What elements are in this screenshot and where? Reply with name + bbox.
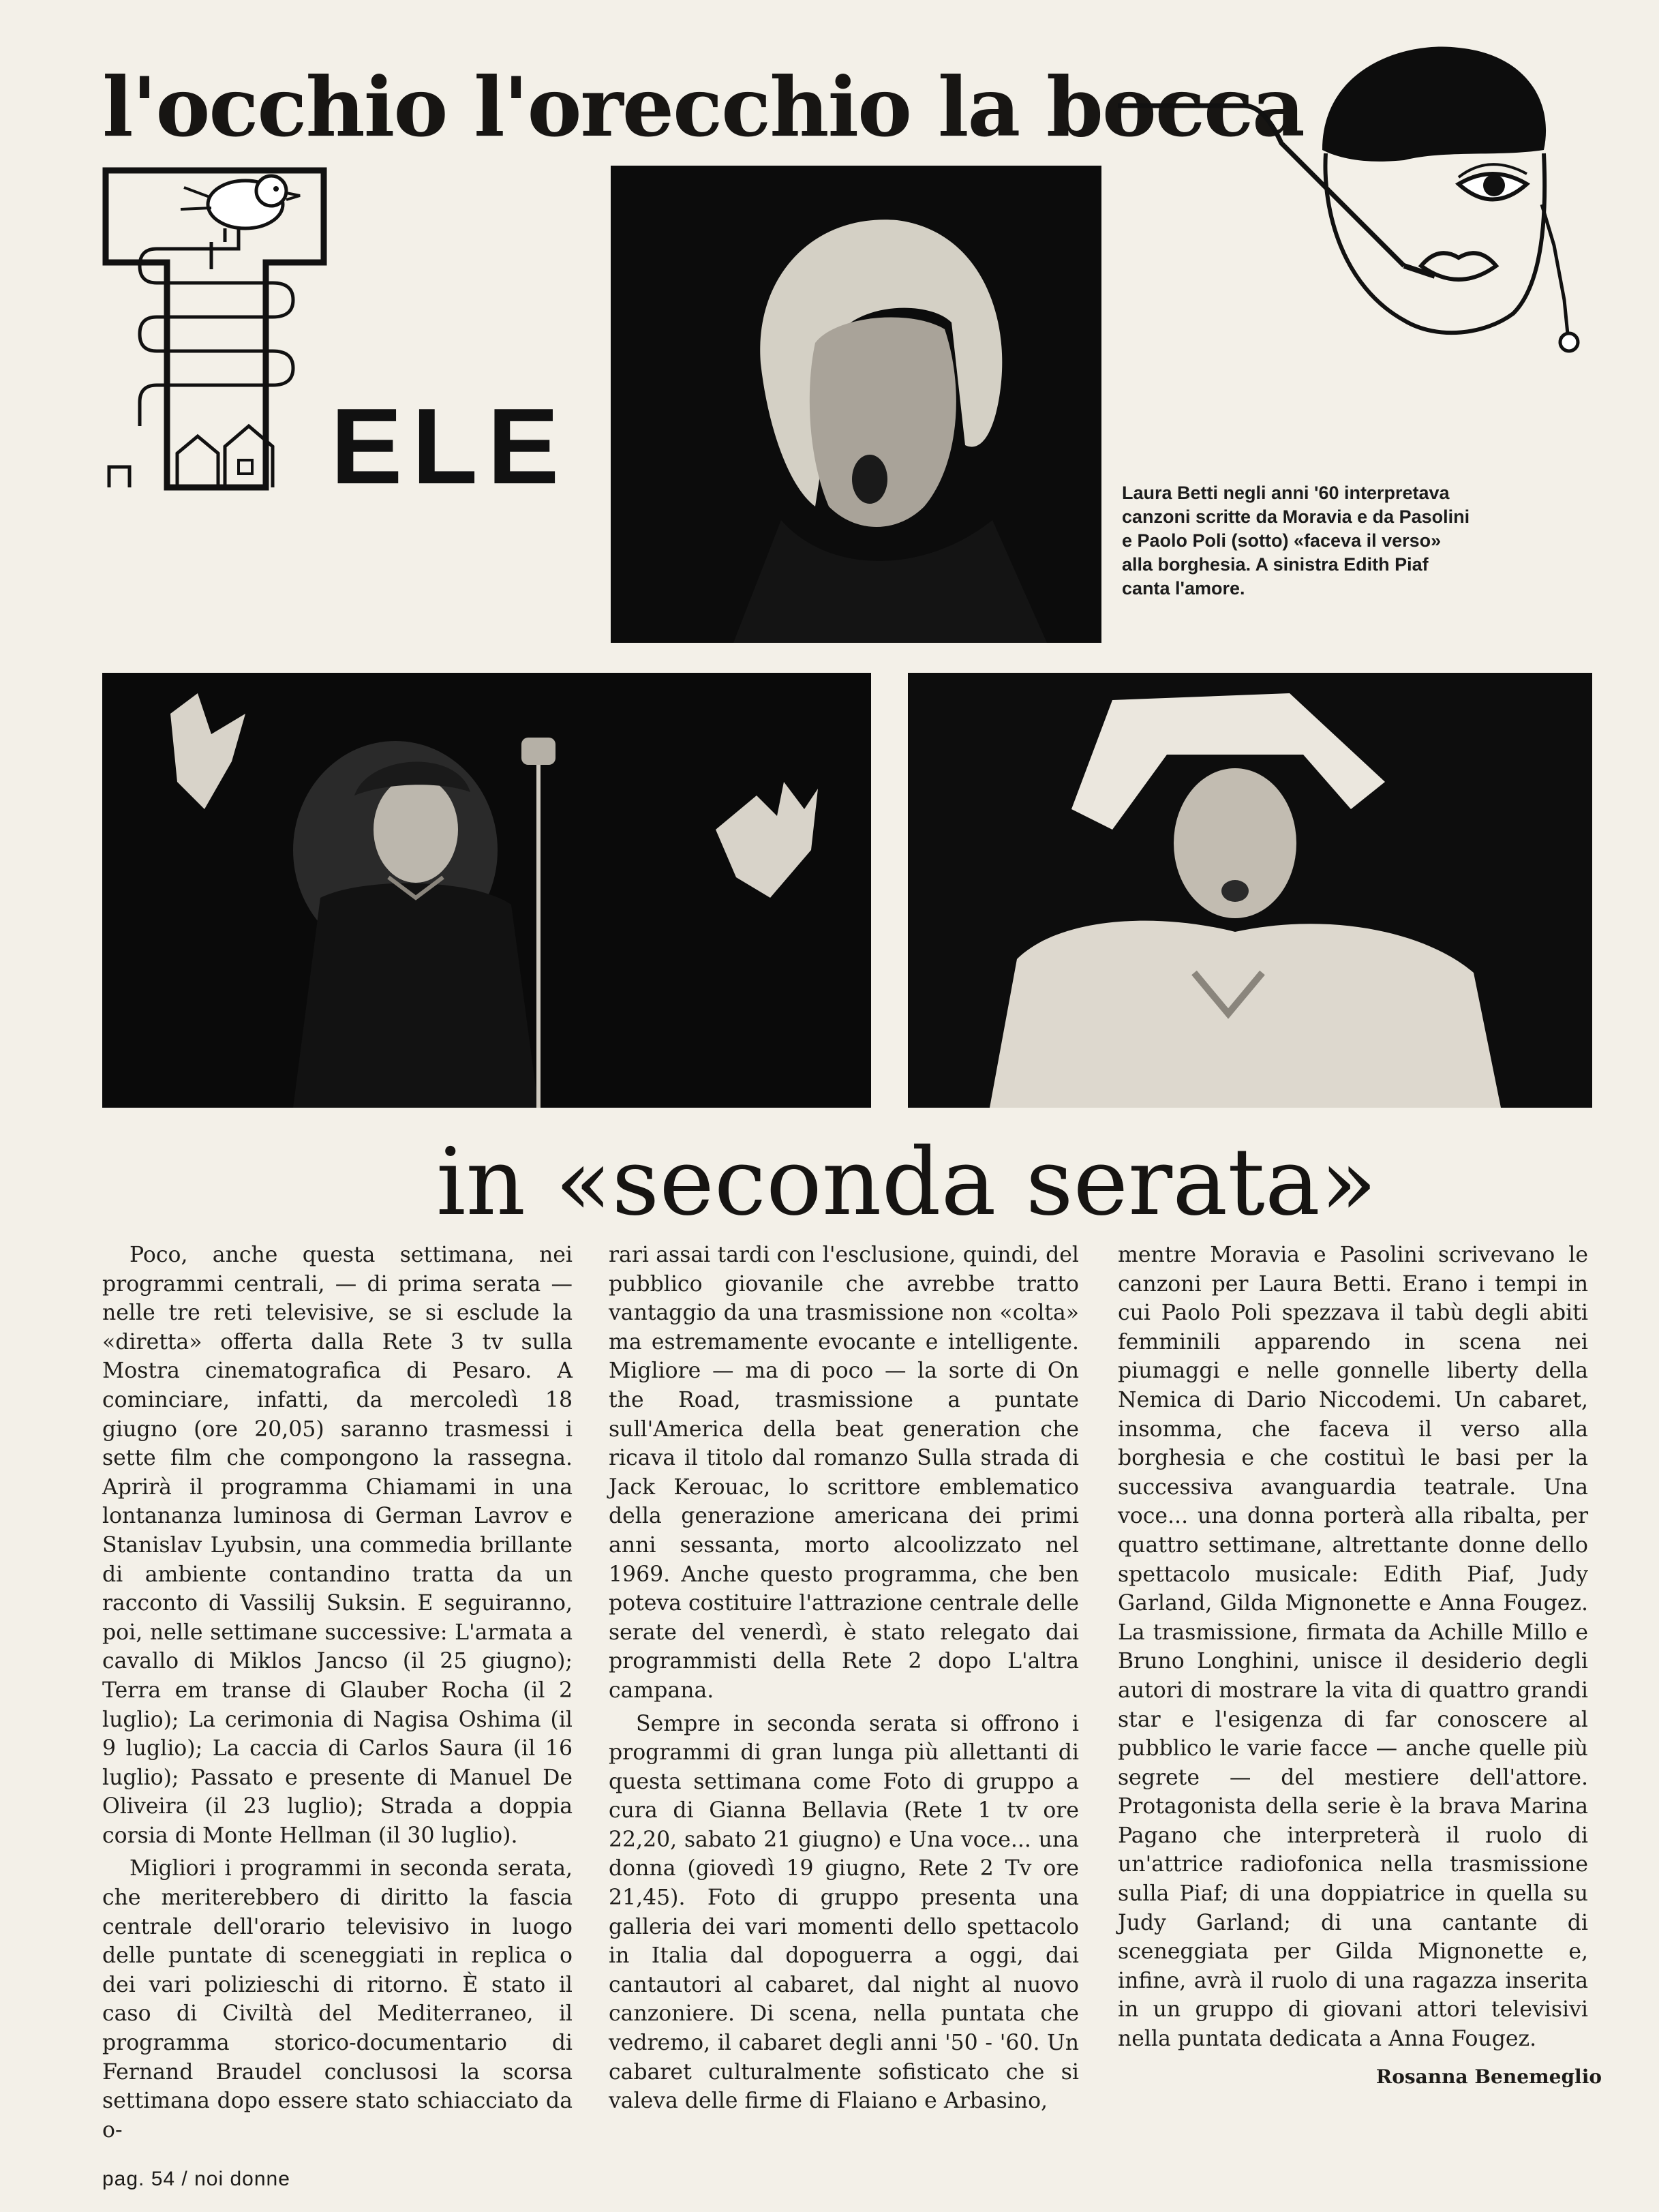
photo-laura-betti xyxy=(611,166,1101,643)
paragraph: Migliori i programmi in seconda serata, che meriterebbero di diritto la fascia centrale dell'orario televisivo in luogo delle puntate di sceneggiati in replica o dei vari polizieschi di ritorno. È stato il caso di Civiltà del Mediterraneo, il programma storico-documentario di Fernand Braudel conclusosi la scorsa settimana dopo essere stato schiacciato da o- xyxy=(102,1856,573,2142)
masthead-title: l'occhio l'orecchio la bocca xyxy=(102,59,1304,155)
letter-t-icon xyxy=(102,167,327,494)
paperclip-icon xyxy=(140,228,293,426)
byline: Rosanna Benemeglio xyxy=(1375,2065,1602,2088)
paragraph: rari assai tardi con l'esclusione, quindi, del pubblico giovanile che avrebbe tratto vantaggio da una trasmissione non «colta» ma estremamente evocante e intelligente. Migliore — ma di poco — la sorte di On the Road, trasmissione a puntate sull'America della beat generation che ricava il titolo dal romanzo Sulla strada di Jack Kerouac, lo scrittore emblematico della generazione americana dei primi anni sessanta, morto alcoolizzato nel 1969. Anche questo programma, che ben poteva costituire l'attrazione centrale delle serate del venerdì, è stato relegato dai programmisti della Rete 2 dopo L'altra campana. xyxy=(609,1243,1079,1703)
cap-shape xyxy=(1322,47,1546,162)
tele-logo xyxy=(102,167,579,506)
bird-icon xyxy=(181,176,300,228)
paragraph: Poco, anche questa settimana, nei programmi centrali, — di prima serata — nelle tre reti televisive, se si esclude la «diretta» offerta dalla Rete 3 tv sulla Mostra cinematografica di Pesaro. A cominciare, infatti, da mercoledì 18 giugno (ore 20,05) saranno trasmessi i sette film che compongono la rassegna. Aprirà il programma Chiamami in una lontananza luminosa di German Lavrov e Stanislav Lyubsin, una commedia brillante di ambiente contandino tratta da un racconto di Vassilij Suksin. E seguiranno, poi, nelle settimane successive: L'armata a cavallo di Miklos Jancso (il 25 giugno); Terra em transe di Glauber Rocha (il 2 luglio); La cerimonia di Nagisa Oshima (il 9 luglio); La caccia di Carlos Saura (il 16 luglio); Passato e presente di Manuel De Oliveira (il 23 luglio); Strada a doppia corsia di Monte Hellman (il 30 luglio). xyxy=(102,1243,573,1848)
article-headline: in «seconda serata» xyxy=(436,1129,1378,1237)
article-column-3 xyxy=(1118,1241,1588,2054)
eye-icon xyxy=(1459,164,1527,199)
paragraph: Sempre in seconda serata si offrono i programmi di gran lunga più allettanti di questa settimana come Foto di gruppo a cura di Gianna Bellavia (Rete 1 tv ore 22,20, sabato 21 giugno) e Una voce... una donna (giovedì 19 giugno, Rete 2 Tv ore 21,45). Foto di gruppo presenta una galleria dei vari momenti dello spettacolo in Italia dal dopoguerra a oggi, dai cantautori al cabaret, dal night al nuovo canzoniere. Di scena, nella puntata che vedremo, il cabaret degli anni '50 - '60. Un cabaret culturalmente sofisticato che si valeva delle firme di Flaiano e Arbasino, xyxy=(609,1711,1079,2114)
page-folio: pag. 54 / noi donne xyxy=(102,2168,290,2190)
article-column-2 xyxy=(609,1241,1079,2116)
houses-icon xyxy=(109,426,273,487)
earring-icon xyxy=(1560,333,1578,351)
tele-logo-word: ELE xyxy=(331,387,569,506)
paragraph: mentre Moravia e Pasolini scrivevano le canzoni per Laura Betti. Erano i tempi in cui Paolo Poli spezzava il tabù degli abiti femminili apparendo in scena nei piumaggi e nelle gonnelle liberty della Nemica di Dario Niccodemi. Un cabaret, insomma, che faceva il verso alla borghesia e che costituì le basi per la successiva avanguardia teatrale. Una voce... una donna porterà alla ribalta, per quattro settimane, altrettante donne dello spettacolo musicale: Edith Piaf, Judy Garland, Gilda Mignonette e Anna Fougez. La trasmissione, firmata da Achille Millo e Bruno Longhini, unisce il desiderio degli autori di mostrare la vita di quattro grandi star e l'esigenza di far conoscere al pubblico le varie facce — anche quelle più segrete — del mestiere dell'attore. Protagonista della serie è la brava Marina Pagano che interpreterà il ruolo di un'attrice radiofonica nella trasmissione sulla Piaf; di una doppiatrice in quella su Judy Garland; di una cantante di sceneggiata per Gilda Mignonette e, infine, avrà il ruolo di una ragazza inserita in un gruppo di giovani attori televisivi nella puntata dedicata a Anna Fougez. xyxy=(1118,1243,1588,2052)
face-illustration xyxy=(1118,41,1649,361)
article-column-1 xyxy=(102,1241,573,2145)
photo-caption: Laura Betti negli anni '60 interpretava canzoni scritte da Moravia e da Pasolini e Paolo Poli (sotto) «faceva il verso» alla borghesia. A sinistra Edith Piaf canta l'amore. xyxy=(1122,483,1470,599)
photo-edith-piaf xyxy=(102,673,871,1108)
photo-paolo-poli xyxy=(908,673,1592,1108)
